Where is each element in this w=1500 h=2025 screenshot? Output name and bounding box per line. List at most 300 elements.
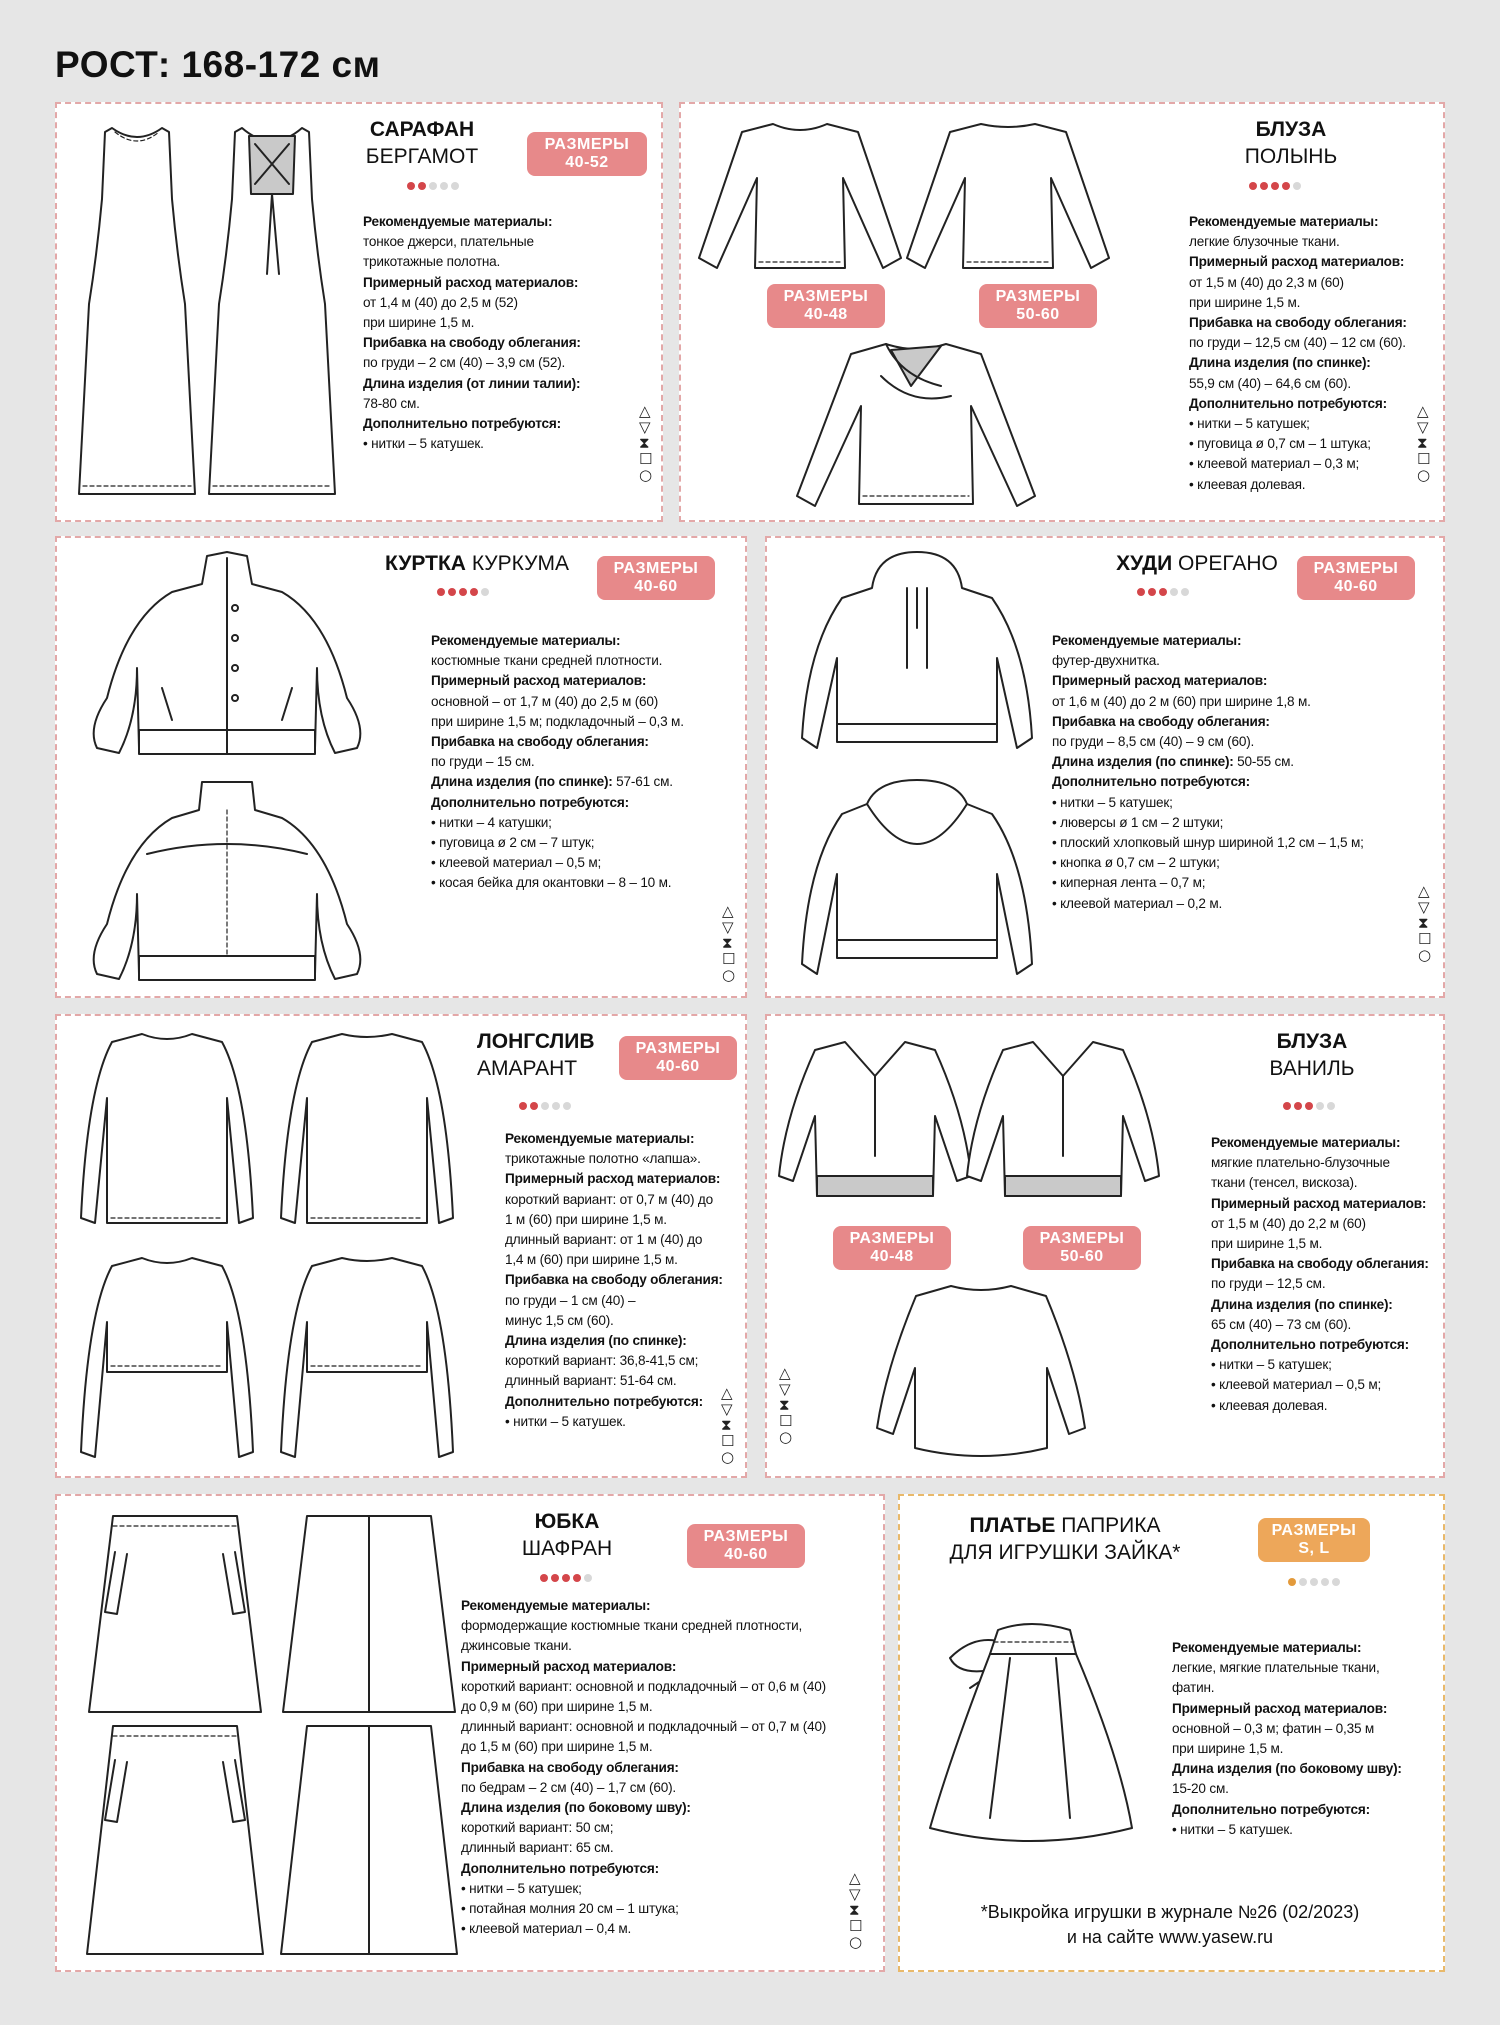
info-heading: Примерный расход материалов: (1172, 1700, 1388, 1716)
info-line (1211, 1335, 1429, 1355)
info-line (363, 313, 581, 333)
info-text: • киперная лента – 0,7 м; (1052, 875, 1206, 891)
polyn-front-sketch (693, 118, 908, 288)
info-line (505, 1210, 723, 1230)
info-text: 57-61 см. (612, 774, 673, 790)
info-text: при ширине 1,5 м. (1211, 1236, 1323, 1252)
info-line (505, 1412, 723, 1432)
info-line (1052, 833, 1364, 853)
sizes-label: РАЗМЕРЫ (613, 560, 699, 577)
info-text: костюмные ткани средней плотности. (431, 653, 663, 669)
difficulty-dot (1332, 1578, 1340, 1586)
difficulty-dot (1159, 588, 1167, 596)
sizes-value: 40-52 (565, 154, 609, 171)
info-line (431, 692, 684, 712)
info-line (1211, 1153, 1429, 1173)
difficulty-dot (1170, 588, 1178, 596)
yubka-short-back-sketch (279, 1512, 459, 1722)
info-line (461, 1596, 826, 1616)
info-text: по груди – 12,5 см. (1211, 1276, 1326, 1292)
info-text: • клеевой материал – 0,3 м; (1189, 456, 1360, 472)
card-bluza-vanil (765, 1014, 1445, 1478)
difficulty-dot (563, 1102, 571, 1110)
sizes-label: РАЗМЕРЫ (1313, 560, 1399, 577)
info-heading: Рекомендуемые материалы: (1052, 633, 1242, 648)
difficulty-dot (1249, 182, 1257, 190)
size-symbol-icon: ☐ (849, 1917, 863, 1935)
info-heading: Прибавка на свободу облегания: (431, 734, 649, 750)
size-symbol-icon: ☐ (1417, 450, 1431, 468)
info-line (1189, 394, 1407, 414)
info-text: по груди – 12,5 см (40) – 12 см (60). (1189, 335, 1406, 351)
difficulty-dot (1148, 588, 1156, 596)
size-symbol-icon: ⧗ (722, 934, 733, 952)
size-symbol-icon: △ (1417, 402, 1429, 420)
size-symbol-icon: ☐ (1418, 930, 1432, 948)
difficulty-dot (562, 1574, 570, 1582)
difficulty-dot (1181, 588, 1189, 596)
plate-name-line2: ДЛЯ ИГРУШКИ ЗАЙКА* (949, 1541, 1181, 1564)
difficulty-dots (1249, 182, 1301, 190)
info-text: основной – 0,3 м; фатин – 0,35 м (1172, 1720, 1375, 1736)
hudi-title (1067, 550, 1327, 577)
info-line (1052, 873, 1364, 893)
kurtka-name: КУРКУМА (471, 552, 569, 575)
hudi-front-sketch (787, 548, 1047, 778)
info-line (461, 1899, 826, 1919)
info-line (1172, 1719, 1402, 1739)
difficulty-dot (451, 182, 459, 190)
info-line (461, 1838, 826, 1858)
info-line (1211, 1173, 1429, 1193)
info-line (1189, 374, 1407, 394)
size-symbol-icon: ▽ (1418, 898, 1430, 916)
info-text: • клеевой материал – 0,4 м. (461, 1921, 632, 1937)
polyn-sizes-badge-b (979, 284, 1097, 328)
sizes-label: РАЗМЕРЫ (544, 136, 630, 153)
size-symbol-icon: △ (721, 1384, 733, 1402)
sizes-label: РАЗМЕРЫ (783, 288, 869, 305)
kurtka-type: КУРТКА (385, 552, 466, 575)
size-symbol-icon: ○ (722, 966, 736, 984)
info-line (505, 1311, 723, 1331)
info-line (431, 813, 684, 833)
size-symbols (849, 1871, 862, 1949)
footnote-line2: и на сайте www.yasew.ru (1066, 1927, 1274, 1947)
difficulty-dot (1283, 1102, 1291, 1110)
info-heading: Дополнительно потребуются: (363, 416, 561, 432)
info-line (1189, 333, 1407, 353)
difficulty-dot (1305, 1102, 1313, 1110)
card-kurtka (55, 536, 747, 998)
info-heading: Примерный расход материалов: (363, 274, 579, 290)
info-text: • косая бейка для окантовки – 8 – 10 м. (431, 875, 672, 891)
yubka-info (461, 1596, 826, 1939)
info-heading: Длина изделия (по боковому шву): (1172, 1761, 1402, 1777)
info-line (1172, 1759, 1402, 1779)
info-text: короткий вариант: от 0,7 м (40) до (505, 1191, 713, 1207)
info-text: легкие блузочные ткани. (1189, 234, 1340, 250)
info-text: основной – от 1,7 м (40) до 2,5 м (60) (431, 693, 659, 709)
size-symbol-icon: ○ (639, 466, 653, 484)
polyn-info (1189, 212, 1407, 495)
info-line (431, 732, 684, 752)
sarafan-front-sketch (77, 124, 197, 504)
card-yubka (55, 1494, 885, 1972)
vanil-front-sketch (775, 1036, 975, 1216)
size-symbol-icon: ○ (849, 1933, 863, 1951)
difficulty-dot (1310, 1578, 1318, 1586)
info-heading: Длина изделия (от линии талии): (363, 375, 581, 391)
info-line (1172, 1658, 1402, 1678)
sizes-label: РАЗМЕРЫ (1039, 1230, 1125, 1247)
longsliv-long-back-sketch (277, 1028, 457, 1243)
size-symbol-icon: ⧗ (1418, 914, 1429, 932)
info-text: при ширине 1,5 м. (1172, 1741, 1284, 1757)
difficulty-dot (418, 182, 426, 190)
info-heading: Длина изделия (по спинке): (1052, 754, 1234, 770)
size-symbol-icon: ⧗ (721, 1416, 732, 1434)
info-text: • плоский хлопковый шнур шириной 1,2 см – 1,5 м; (1052, 835, 1364, 851)
hudi-sizes-badge (1297, 556, 1415, 600)
info-heading: Примерный расход материалов: (461, 1658, 677, 1674)
info-heading: Примерный расход материалов: (1189, 254, 1405, 270)
difficulty-dots (1288, 1578, 1340, 1586)
sarafan-name: БЕРГАМОТ (365, 145, 479, 168)
plate-footnote (940, 1900, 1400, 1950)
info-line (1189, 313, 1407, 333)
longsliv-name: АМАРАНТ (477, 1057, 578, 1080)
info-line (1052, 813, 1364, 833)
info-line (431, 671, 684, 691)
info-line (1052, 772, 1364, 792)
info-line (363, 273, 581, 293)
size-symbols (779, 1366, 792, 1444)
info-heading: Рекомендуемые материалы: (1189, 214, 1379, 229)
info-text: • клеевой материал – 0,5 м; (431, 855, 602, 871)
difficulty-dot (437, 588, 445, 596)
longsliv-long-front-sketch (77, 1028, 257, 1243)
card-longsliv (55, 1014, 747, 1478)
sizes-value: 50-60 (1016, 306, 1060, 323)
info-line (1211, 1234, 1429, 1254)
info-text: тонкое джерси, плательные (363, 234, 534, 250)
info-line (1211, 1133, 1429, 1153)
info-text: 65 см (40) – 73 см (60). (1211, 1316, 1352, 1332)
info-text: по груди – 1 см (40) – (505, 1292, 636, 1308)
info-text: • клеевой материал – 0,5 м; (1211, 1377, 1382, 1393)
info-text: • клеевая долевая. (1211, 1397, 1328, 1413)
info-heading: Прибавка на свободу облегания: (363, 335, 581, 351)
info-text: при ширине 1,5 м. (363, 315, 475, 331)
info-heading: Дополнительно потребуются: (431, 794, 629, 810)
info-text: длинный вариант: 51-64 см. (505, 1373, 677, 1389)
info-text: по груди – 15 см. (431, 754, 535, 770)
info-heading: Примерный расход материалов: (431, 673, 647, 689)
info-line (363, 232, 581, 252)
info-text: • нитки – 5 катушек; (1211, 1357, 1332, 1373)
difficulty-dot (519, 1102, 527, 1110)
info-text: • клеевой материал – 0,2 м. (1052, 895, 1223, 911)
info-text: легкие, мягкие плательные ткани, (1172, 1660, 1380, 1676)
info-heading: Дополнительно потребуются: (1189, 395, 1387, 411)
info-line (505, 1371, 723, 1391)
size-symbol-icon: △ (849, 1869, 861, 1887)
sizes-value: 40-48 (870, 1248, 914, 1265)
size-symbol-icon: △ (779, 1364, 791, 1382)
info-line (1189, 353, 1407, 373)
info-line (431, 853, 684, 873)
info-line (1172, 1800, 1402, 1820)
info-heading: Длина изделия (по спинке): (505, 1333, 687, 1349)
info-line (461, 1677, 826, 1697)
info-line (461, 1737, 826, 1757)
page-title: РОСТ: 168-172 см (55, 44, 381, 85)
info-text: • пуговица ø 0,7 см – 1 штука; (1189, 436, 1371, 452)
difficulty-dot (440, 182, 448, 190)
info-heading: Дополнительно потребуются: (1052, 774, 1250, 790)
sizes-value: 40-60 (656, 1058, 700, 1075)
info-heading: Рекомендуемые материалы: (431, 633, 621, 648)
info-text: от 1,5 м (40) до 2,2 м (60) (1211, 1215, 1366, 1231)
info-line (1189, 273, 1407, 293)
info-line (1052, 793, 1364, 813)
info-line (1189, 212, 1407, 232)
size-symbol-icon: ☐ (721, 1432, 735, 1450)
plate-dress-sketch (920, 1618, 1140, 1858)
info-line (461, 1657, 826, 1677)
size-symbol-icon: ▽ (779, 1380, 791, 1398)
hudi-name: ОРЕГАНО (1178, 552, 1278, 575)
info-line (505, 1190, 723, 1210)
info-text: • потайная молния 20 см – 1 штука; (461, 1901, 679, 1917)
info-text: • нитки – 5 катушек. (505, 1413, 626, 1429)
info-text: • нитки – 5 катушек; (461, 1880, 582, 1896)
sarafan-sizes-badge (527, 132, 647, 176)
info-line (461, 1758, 826, 1778)
yubka-long-back-sketch (279, 1720, 459, 1960)
info-line (1189, 475, 1407, 495)
info-heading: Рекомендуемые материалы: (1172, 1640, 1362, 1655)
info-line (1211, 1194, 1429, 1214)
polyn-title (1216, 116, 1366, 170)
info-text: трикотажные полотно «лапша». (505, 1151, 701, 1167)
info-text: джинсовые ткани. (461, 1638, 572, 1654)
vanil-title (1237, 1028, 1387, 1082)
info-line (1189, 232, 1407, 252)
info-line (1189, 434, 1407, 454)
info-line (461, 1717, 826, 1737)
info-text: 50-55 см. (1233, 754, 1294, 770)
sizes-value: 40-60 (724, 1546, 768, 1563)
info-text: при ширине 1,5 м. (1189, 294, 1301, 310)
sarafan-type: САРАФАН (369, 118, 475, 141)
info-text: • нитки – 5 катушек. (1172, 1821, 1293, 1837)
info-line (1189, 252, 1407, 272)
size-symbol-icon: ☐ (639, 450, 653, 468)
info-text: трикотажные полотна. (363, 254, 501, 270)
difficulty-dot (459, 588, 467, 596)
info-heading: Дополнительно потребуются: (505, 1393, 703, 1409)
size-symbol-icon: ▽ (722, 918, 734, 936)
size-symbol-icon: △ (639, 402, 651, 420)
difficulty-dot (1327, 1102, 1335, 1110)
info-heading: Длина изделия (по спинке): (431, 774, 613, 790)
info-text: короткий вариант: 50 см; (461, 1820, 614, 1836)
info-line (363, 374, 581, 394)
info-heading: Дополнительно потребуются: (1172, 1801, 1370, 1817)
info-line (1172, 1699, 1402, 1719)
longsliv-title (477, 1028, 607, 1082)
info-text: от 1,5 м (40) до 2,3 м (60) (1189, 274, 1344, 290)
difficulty-dot (481, 588, 489, 596)
size-symbol-icon: ⧗ (849, 1901, 860, 1919)
info-line (461, 1879, 826, 1899)
info-text: 1,4 м (60) при ширине 1,5 м. (505, 1252, 678, 1268)
info-text: от 1,6 м (40) до 2 м (60) при ширине 1,8 м. (1052, 693, 1311, 709)
size-symbol-icon: ○ (721, 1448, 735, 1466)
info-line (1211, 1295, 1429, 1315)
difficulty-dots (407, 182, 459, 190)
longsliv-short-front-sketch (77, 1252, 257, 1467)
difficulty-dot (1316, 1102, 1324, 1110)
info-line (1052, 651, 1364, 671)
difficulty-dot (1321, 1578, 1329, 1586)
info-heading: Прибавка на свободу облегания: (1189, 315, 1407, 331)
sizes-value: 40-48 (804, 306, 848, 323)
info-line (1211, 1355, 1429, 1375)
yubka-sizes-badge (687, 1524, 805, 1568)
polyn-drape-sketch (791, 336, 1041, 516)
info-heading: Рекомендуемые материалы: (505, 1131, 695, 1146)
difficulty-dot (1294, 1102, 1302, 1110)
info-text: при ширине 1,5 м; подкладочный – 0,3 м. (431, 713, 684, 729)
plate-title (920, 1512, 1210, 1566)
size-symbol-icon: ○ (1417, 466, 1431, 484)
info-line (363, 394, 581, 414)
info-text: длинный вариант: основной и подкладочный – от 0,7 м (40) (461, 1719, 827, 1735)
info-text: фатин. (1172, 1680, 1215, 1696)
info-line (505, 1149, 723, 1169)
info-text: до 1,5 м (60) при ширине 1,5 м. (461, 1739, 653, 1755)
info-text: • нитки – 5 катушек; (1189, 416, 1310, 432)
difficulty-dot (1271, 182, 1279, 190)
info-text: по бедрам – 2 см (40) – 1,7 см (60). (461, 1779, 676, 1795)
difficulty-dot (541, 1102, 549, 1110)
info-text: по груди – 8,5 см (40) – 9 см (60). (1052, 734, 1255, 750)
info-line (1052, 853, 1364, 873)
difficulty-dot (1299, 1578, 1307, 1586)
sarafan-back-sketch (207, 124, 337, 504)
difficulty-dot (1260, 182, 1268, 190)
info-text: • нитки – 5 катушек. (363, 436, 484, 452)
info-heading: Прибавка на свободу облегания: (461, 1759, 679, 1775)
longsliv-type: ЛОНГСЛИВ (477, 1030, 595, 1053)
hudi-info (1052, 631, 1364, 914)
longsliv-short-back-sketch (277, 1252, 457, 1467)
info-text: • нитки – 5 катушек; (1052, 794, 1173, 810)
size-symbol-icon: ⧗ (1417, 434, 1428, 452)
info-line (1052, 712, 1364, 732)
info-text: по груди – 2 см (40) – 3,9 см (52). (363, 355, 566, 371)
sizes-label: РАЗМЕРЫ (849, 1230, 935, 1247)
hudi-type: ХУДИ (1116, 552, 1173, 575)
info-heading: Прибавка на свободу облегания: (1052, 713, 1270, 729)
card-plate (898, 1494, 1445, 1972)
size-symbols (1417, 404, 1430, 482)
info-line (1172, 1739, 1402, 1759)
info-line (431, 772, 684, 792)
polyn-sizes-badge-a (767, 284, 885, 328)
difficulty-dot (1288, 1578, 1296, 1586)
info-text: • пуговица ø 2 см – 7 штук; (431, 835, 595, 851)
info-text: • нитки – 4 катушки; (431, 814, 552, 830)
info-line (1052, 631, 1364, 651)
vanil-sizes-badge-a (833, 1226, 951, 1270)
sizes-value: 40-60 (1334, 578, 1378, 595)
size-symbol-icon: ⧗ (639, 434, 650, 452)
info-line (431, 793, 684, 813)
info-line (1211, 1375, 1429, 1395)
info-line (1211, 1396, 1429, 1416)
info-line (505, 1291, 723, 1311)
size-symbol-icon: △ (1418, 882, 1430, 900)
sizes-label: РАЗМЕРЫ (703, 1528, 789, 1545)
info-heading: Рекомендуемые материалы: (363, 214, 553, 229)
yubka-name: ШАФРАН (521, 1537, 613, 1560)
plate-sizes-badge (1258, 1518, 1370, 1562)
sizes-label: РАЗМЕРЫ (1271, 1522, 1357, 1539)
sizes-label: РАЗМЕРЫ (635, 1040, 721, 1057)
info-line (431, 873, 684, 893)
info-line (461, 1616, 826, 1636)
info-line (1052, 671, 1364, 691)
size-symbol-icon: ▽ (639, 418, 651, 436)
info-line (1052, 732, 1364, 752)
difficulty-dot (448, 588, 456, 596)
sizes-value: 40-60 (634, 578, 678, 595)
info-text: • люверсы ø 1 см – 2 штуки; (1052, 814, 1224, 830)
sarafan-title (357, 116, 487, 170)
vanil-sizes-badge-b (1023, 1226, 1141, 1270)
info-text: короткий вариант: основной и подкладочный – от 0,6 м (40) (461, 1678, 826, 1694)
sizes-value: 50-60 (1060, 1248, 1104, 1265)
info-line (1052, 894, 1364, 914)
info-text: 15-20 см. (1172, 1781, 1229, 1797)
size-symbol-icon: ▽ (849, 1885, 861, 1903)
vanil-info (1211, 1133, 1429, 1416)
info-heading: Рекомендуемые материалы: (1211, 1135, 1401, 1150)
info-line (1189, 293, 1407, 313)
info-text: мягкие плательно-блузочные (1211, 1155, 1390, 1171)
yubka-title (507, 1508, 627, 1562)
info-line (431, 712, 684, 732)
info-line (461, 1919, 826, 1939)
difficulty-dots (1137, 588, 1189, 596)
difficulty-dot (407, 182, 415, 190)
info-line (461, 1798, 826, 1818)
hudi-back-sketch (787, 774, 1047, 994)
info-line (1189, 414, 1407, 434)
info-text: короткий вариант: 36,8-41,5 см; (505, 1353, 699, 1369)
info-text: футер-двухнитка. (1052, 653, 1160, 669)
info-heading: Дополнительно потребуются: (1211, 1337, 1409, 1353)
size-symbol-icon: ☐ (779, 1412, 793, 1430)
info-line (1211, 1315, 1429, 1335)
size-symbols (639, 404, 652, 482)
plate-type: ПЛАТЬЕ (969, 1514, 1056, 1537)
difficulty-dots (1283, 1102, 1335, 1110)
